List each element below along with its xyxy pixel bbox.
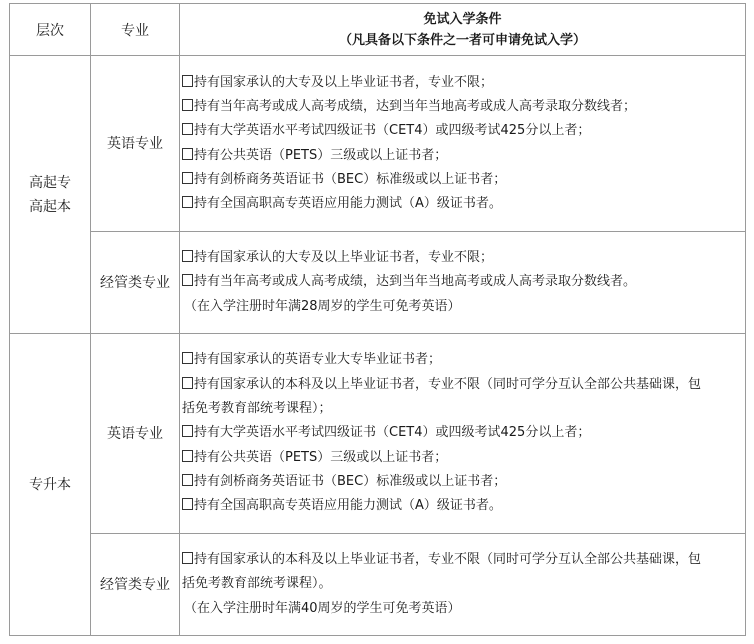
checkbox-icon bbox=[182, 75, 193, 87]
table-row bbox=[10, 534, 746, 636]
major-cell: 英语专业 bbox=[91, 334, 180, 534]
header-conditions-title: 免试入学条件 bbox=[423, 11, 502, 27]
header-conditions bbox=[180, 4, 746, 56]
conditions-cell bbox=[180, 232, 746, 334]
checkbox-icon bbox=[182, 425, 193, 437]
condition-item bbox=[182, 373, 741, 422]
checkbox-icon bbox=[182, 172, 193, 184]
condition-text: 持有公共英语（PETS）三级或以上证书者； bbox=[194, 147, 448, 163]
checkbox-icon bbox=[182, 148, 193, 160]
major-cell: 英语专业 bbox=[91, 56, 180, 232]
checkbox-icon bbox=[182, 552, 193, 564]
checkbox-icon bbox=[182, 274, 193, 286]
header-major: 专业 bbox=[91, 4, 180, 56]
condition-text: 持有全国高职高专英语应用能力测试（A）级证书者。 bbox=[194, 498, 502, 514]
condition-item bbox=[182, 470, 741, 494]
level-cell bbox=[10, 334, 91, 636]
condition-text: 持有当年高考或成人高考成绩，达到当年当地高考或成人高考录取分数线者。 bbox=[194, 274, 637, 290]
condition-text: 持有国家承认的本科及以上毕业证书者，专业不限（同时可学分互认全部公共基础课，包 括免考教育部统考课程）。 bbox=[182, 552, 702, 592]
condition-text: 持有大学英语水平考试四级证书（CET4）或四级考试425分以上者； bbox=[194, 123, 591, 139]
condition-item bbox=[182, 192, 741, 216]
condition-item bbox=[182, 95, 741, 119]
condition-item bbox=[182, 348, 741, 372]
level-cell bbox=[10, 56, 91, 334]
checkbox-icon bbox=[182, 196, 193, 208]
level-label: 专升本 bbox=[29, 476, 71, 493]
condition-item bbox=[182, 421, 741, 445]
conditions-cell bbox=[180, 534, 746, 636]
conditions-cell bbox=[180, 334, 746, 534]
table-row bbox=[10, 56, 746, 232]
table-body bbox=[10, 56, 746, 636]
condition-text: 持有剑桥商务英语证书（BEC）标准级或以上证书者； bbox=[194, 171, 507, 187]
condition-text: 持有当年高考或成人高考成绩，达到当年当地高考或成人高考录取分数线者； bbox=[194, 98, 637, 114]
checkbox-icon bbox=[182, 123, 193, 135]
admission-table bbox=[9, 3, 746, 636]
condition-item bbox=[182, 71, 741, 95]
condition-item bbox=[182, 246, 741, 270]
condition-item bbox=[182, 446, 741, 470]
checkbox-icon bbox=[182, 498, 193, 510]
condition-item bbox=[182, 494, 741, 518]
checkbox-icon bbox=[182, 474, 193, 486]
condition-text: 持有国家承认的大专及以上毕业证书者，专业不限； bbox=[194, 250, 494, 266]
header-row bbox=[10, 4, 746, 56]
condition-note: （在入学注册时年满28周岁的学生可免考英语） bbox=[184, 298, 461, 314]
table-row bbox=[10, 334, 746, 534]
conditions-cell bbox=[180, 56, 746, 232]
checkbox-icon bbox=[182, 250, 193, 262]
major-cell: 经管类专业 bbox=[91, 232, 180, 334]
condition-text: 持有剑桥商务英语证书（BEC）标准级或以上证书者； bbox=[194, 473, 507, 489]
checkbox-icon bbox=[182, 377, 193, 389]
condition-text: 持有全国高职高专英语应用能力测试（A）级证书者。 bbox=[194, 196, 502, 212]
condition-text: 持有国家承认的大专及以上毕业证书者，专业不限； bbox=[194, 74, 494, 90]
condition-item bbox=[182, 168, 741, 192]
condition-text: 持有国家承认的本科及以上毕业证书者，专业不限（同时可学分互认全部公共基础课，包 括免考教育部统考课程）； bbox=[182, 376, 702, 417]
condition-item bbox=[182, 144, 741, 168]
checkbox-icon bbox=[182, 99, 193, 111]
condition-text: 持有公共英语（PETS）三级或以上证书者； bbox=[194, 449, 448, 465]
condition-item bbox=[182, 548, 741, 597]
table-row bbox=[10, 232, 746, 334]
condition-text: 持有国家承认的英语专业大专毕业证书者； bbox=[194, 352, 442, 368]
condition-item bbox=[182, 270, 741, 294]
condition-item bbox=[182, 119, 741, 143]
header-conditions-subtitle: （凡具备以下条件之一者可申请免试入学） bbox=[338, 32, 586, 48]
condition-text: 持有大学英语水平考试四级证书（CET4）或四级考试425分以上者； bbox=[194, 425, 591, 441]
header-level: 层次 bbox=[10, 4, 91, 56]
condition-note: （在入学注册时年满40周岁的学生可免考英语） bbox=[184, 600, 461, 616]
checkbox-icon bbox=[182, 352, 193, 364]
level-label: 高起本 bbox=[29, 198, 71, 215]
major-cell: 经管类专业 bbox=[91, 534, 180, 636]
checkbox-icon bbox=[182, 450, 193, 462]
level-label: 高起专 bbox=[29, 174, 71, 191]
